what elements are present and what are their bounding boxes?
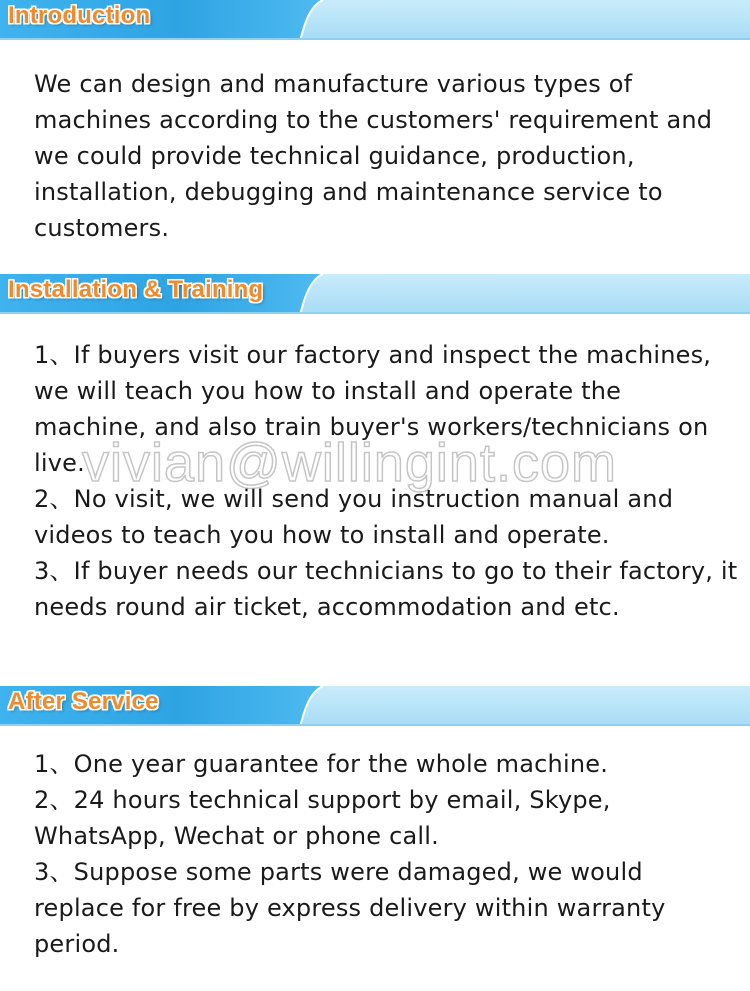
section-title: After Service [8, 688, 159, 715]
list-item: 1、One year guarantee for the whole machine. [34, 750, 609, 778]
list-item: 2、No visit, we will send you instruction manual and videos to teach you how to install and operate. [34, 485, 674, 549]
after-service-list [34, 746, 739, 962]
list-item: 3、Suppose some parts were damaged, we would replace for free by express delivery within warranty period. [34, 858, 666, 958]
section-title: Introduction [8, 2, 151, 29]
section-banner-introduction [0, 0, 750, 40]
list-item: 3、If buyer needs our technicians to go to their factory, it needs round air ticket, accommodation and etc. [34, 557, 738, 621]
section-banner-after-service [0, 686, 750, 726]
introduction-text: We can design and manufacture various types of machines according to the customers' requirement and we could provide technical guidance, production, installation, debugging and maintenance service to customers. [34, 70, 713, 242]
section-title: Installation & Training [8, 276, 264, 303]
installation-list [34, 337, 739, 625]
list-item: 1、If buyers visit our factory and inspect the machines, we will teach you how to install and operate the machine, and also train buyer's workers/technicians on live. [34, 341, 712, 477]
list-item: 2、24 hours technical support by email, Skype, WhatsApp, Wechat or phone call. [34, 786, 611, 850]
introduction-paragraph [34, 66, 739, 246]
watermark-text: vivian@willingint.com [82, 433, 617, 493]
section-banner-installation [0, 274, 750, 314]
